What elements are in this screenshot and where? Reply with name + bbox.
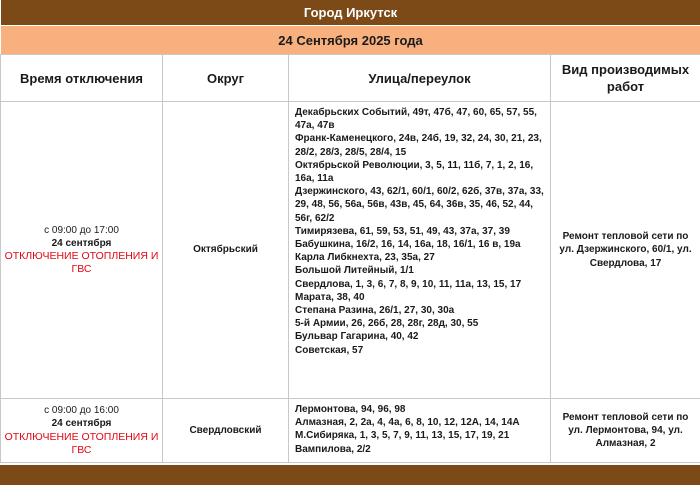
street-entry: Дзержинского, 43, 62/1, 60/1, 60/2, 62б, 37в, 37а, 33, 29, 48, 56, 56а, 56в, 43в, 45, 64, 36в, 35, 46, 52, 44, 56г, 62/2 <box>295 186 544 224</box>
outage-date: 24 сентября <box>51 237 112 249</box>
street-entry: Советская, 57 <box>295 344 364 356</box>
district-cell: Свердловский <box>163 399 289 463</box>
city-title: Город Иркутск <box>1 0 700 26</box>
outage-alert: ОТКЛЮЧЕНИЕ ОТОПЛЕНИЯ И ГВС <box>4 430 159 456</box>
district-cell: Октябрьский <box>163 102 289 399</box>
column-header-time: Время отключения <box>1 55 163 102</box>
streets-cell <box>289 399 551 463</box>
time-cell <box>1 399 163 463</box>
outage-date: 24 сентября <box>51 418 112 430</box>
street-entry: Карла Либкнехта, 23, 35а, 27 <box>295 252 435 264</box>
table-header-row <box>1 55 700 102</box>
street-entry: Алмазная, 2, 2а, 4, 4а, 6, 8, 10, 12, 12А, 14, 14А <box>295 417 520 429</box>
table-row <box>1 399 700 463</box>
time-cell <box>1 102 163 399</box>
streets-cell <box>289 102 551 399</box>
outage-time: с 09:00 до 17:00 <box>44 224 119 236</box>
street-entry: Лермонтова, 94, 96, 98 <box>295 404 406 415</box>
street-entry: М.Сибиряка, 1, 3, 5, 7, 9, 11, 13, 15, 17, 19, 21 <box>295 430 510 442</box>
table-row <box>1 102 700 399</box>
outage-time: с 09:00 до 16:00 <box>44 405 119 417</box>
street-entry: Вампилова, 2/2 <box>295 443 371 455</box>
street-entry: Бабушкина, 16/2, 16, 14, 16а, 18, 16/1, 16 в, 19а <box>295 239 521 251</box>
street-entry: Степана Разина, 26/1, 27, 30, 30а <box>295 305 455 317</box>
street-entry: Декабрьских Событий, 49т, 47б, 47, 60, 65, 57, 55, 47а, 47в <box>295 107 537 132</box>
street-entry: Бульвар Гагарина, 40, 42 <box>295 331 419 343</box>
column-header-work: Вид производимых работ <box>551 55 700 102</box>
column-header-street: Улица/переулок <box>289 55 551 102</box>
street-entry: Октябрьской Революции, 3, 5, 11, 11б, 7, 1, 2, 16, 16а, 11а <box>295 159 534 185</box>
footer-bar <box>0 465 700 485</box>
schedule-date: 24 Сентября 2025 года <box>1 26 700 55</box>
street-entry: Франк-Каменецкого, 24в, 24б, 19, 32, 24, 30, 21, 23, 28/2, 28/3, 28/5, 28/4, 15 <box>295 133 542 158</box>
street-entry: Свердлова, 1, 3, 6, 7, 8, 9, 10, 11, 11а, 13, 15, 17 <box>295 278 522 290</box>
street-entry: Большой Литейный, 1/1 <box>295 265 414 277</box>
street-entry: 5-й Армии, 26, 26б, 28, 28г, 28д, 30, 55 <box>295 318 479 330</box>
outage-alert: ОТКЛЮЧЕНИЕ ОТОПЛЕНИЯ И ГВС <box>4 250 159 276</box>
work-cell: Ремонт тепловой сети по ул. Лермонтова, 94, ул. Алмазная, 2 <box>551 399 700 463</box>
work-cell: Ремонт тепловой сети по ул. Дзержинского, 60/1, ул. Свердлова, 17 <box>551 102 700 399</box>
street-entry: Тимирязева, 61, 59, 53, 51, 49, 43, 37а, 37, 39 <box>295 225 510 237</box>
street-entry: Марата, 38, 40 <box>295 291 365 303</box>
column-header-district: Округ <box>163 55 289 102</box>
